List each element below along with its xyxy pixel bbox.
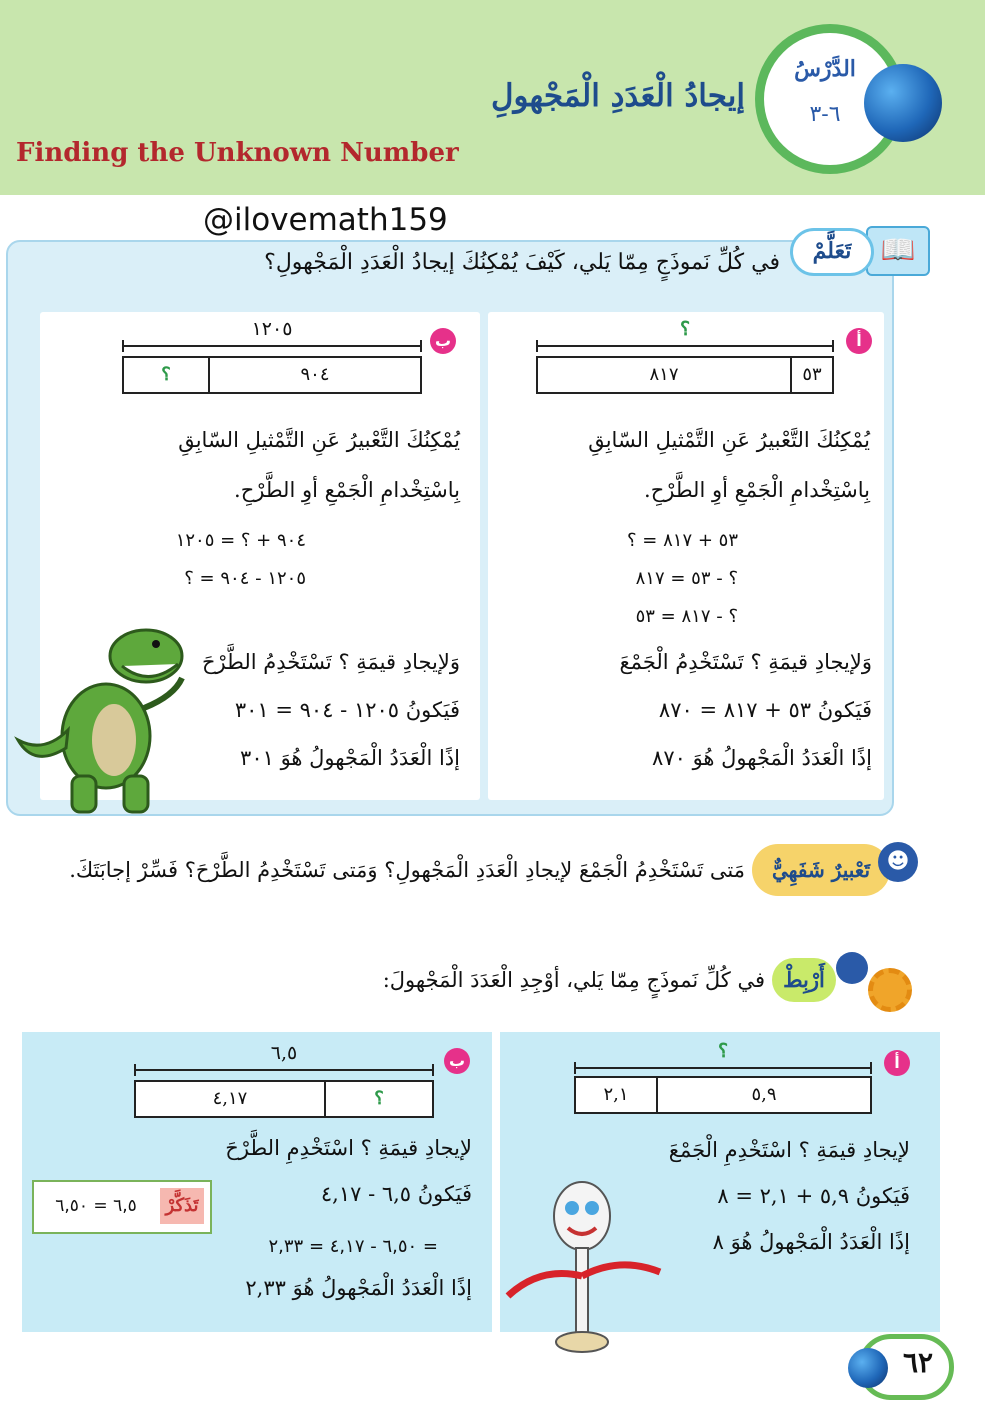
practice-b-answer: إذًا الْعَدَدُ الْمَجْهولُ هُوَ ٢,٣٣ — [245, 1276, 472, 1300]
example-a-text-1: يُمْكِنُكَ التَّعْبيرُ عَنِ التَّمْثيلِ السّابِقِ — [588, 428, 870, 452]
bar-segment: ؟ — [374, 1088, 384, 1109]
practice-a-badge: أ — [884, 1050, 910, 1076]
example-a-eq-2: ؟ - ٥٣ = ٨١٧ — [635, 568, 738, 589]
lesson-title-arabic: إيجادُ الْعَدَدِ الْمَجْهولِ — [491, 78, 745, 114]
lesson-title-english: Finding the Unknown Number — [16, 138, 459, 168]
connect-badge: أَرْبِطْ — [772, 958, 836, 1002]
practice-b-badge: ب — [444, 1048, 470, 1074]
watermark-handle: @ilovemath159 — [203, 202, 448, 238]
example-a-total: ؟ — [679, 318, 691, 340]
practice-b-total: ٦,٥ — [270, 1042, 298, 1064]
connect-question: في كُلِّ نَموذَجٍ مِمّا يَلي، أوْجِدِ الْعَدَدَ الْمَجْهولَ: — [382, 968, 765, 992]
practice-a-bar — [574, 1076, 872, 1114]
example-b-answer: إذًا الْعَدَدُ الْمَجْهولُ هُوَ ٣٠١ — [240, 746, 460, 770]
example-b-text-1: يُمْكِنُكَ التَّعْبيرُ عَنِ التَّمْثيلِ السّابِقِ — [178, 428, 460, 452]
example-b-bar — [122, 356, 422, 394]
example-b-badge: ب — [430, 328, 456, 354]
example-b-result: فَيَكونُ ١٢٠٥ - ٩٠٤ = ٣٠١ — [234, 698, 460, 722]
bar-segment: ٥,٩ — [751, 1084, 777, 1105]
example-b-eq-2: ١٢٠٥ - ٩٠٤ = ؟ — [184, 568, 306, 589]
practice-a-find: لإيجادِ قيمَةِ ؟ اسْتَخْدِمِ الْجَمْعَ — [668, 1138, 910, 1162]
oral-expression-question: مَتى تَسْتَخْدِمُ الْجَمْعَ لإيجادِ الْعَدَدِ الْمَجْهولِ؟ وَمَتى تَسْتَخْدِمُ الطَّرْحَ؟ فَسِّرْ إجابَتَكَ. — [69, 858, 745, 882]
bar-segment: ٢,١ — [603, 1084, 629, 1105]
speech-person-icon: ☻ — [878, 842, 918, 882]
example-b-text-2: بِاسْتِخْدامِ الْجَمْعِ أوِ الطَّرْحِ. — [234, 478, 460, 502]
learn-question: في كُلِّ نَموذَجٍ مِمّا يَلي، كَيْفَ يُمْكِنُكَ إيجادُ الْعَدَدِ الْمَجْهولِ؟ — [264, 250, 780, 275]
example-b-eq-1: ٩٠٤ + ؟ = ١٢٠٥ — [175, 530, 306, 551]
globe-icon — [848, 1348, 888, 1388]
remember-equation: ٦,٥ = ٦,٥٠ — [55, 1196, 137, 1216]
fork-character-illustration — [500, 1176, 666, 1358]
lesson-number: ٦-٣ — [809, 102, 841, 127]
bar-segment: ؟ — [161, 364, 171, 385]
bar-total-line — [134, 1069, 434, 1071]
practice-b-result: فَيَكونُ ٦,٥ - ٤,١٧ — [320, 1182, 472, 1206]
bar-segment: ٩٠٤ — [300, 364, 330, 385]
example-a-eq-3: ؟ - ٨١٧ = ٥٣ — [635, 606, 738, 627]
learn-badge: تَعَلَّمْ — [790, 228, 874, 276]
bar-segment: ٨١٧ — [649, 364, 679, 385]
example-a-bar — [536, 356, 834, 394]
book-icon: 📖 — [866, 226, 930, 276]
globe-icon — [864, 64, 942, 142]
gear-icon — [868, 968, 912, 1012]
example-a-result: فَيَكونُ ٥٣ + ٨١٧ = ٨٧٠ — [658, 698, 872, 722]
page-number: ٦٢ — [902, 1346, 934, 1379]
bar-total-line — [122, 345, 422, 347]
example-a-text-2: بِاسْتِخْدامِ الْجَمْعِ أوِ الطَّرْحِ. — [644, 478, 870, 502]
bar-total-line — [536, 345, 834, 347]
example-b-total: ١٢٠٥ — [251, 318, 293, 340]
practice-a-total: ؟ — [717, 1040, 729, 1062]
bar-segment: ٥٣ — [802, 364, 822, 385]
practice-a-result: فَيَكونُ ٥,٩ + ٢,١ = ٨ — [717, 1184, 910, 1208]
practice-b-find: لإيجادِ قيمَةِ ؟ اسْتَخْدِمِ الطَّرْحَ — [225, 1136, 472, 1160]
practice-b-bar — [134, 1080, 434, 1118]
practice-a-answer: إذًا الْعَدَدُ الْمَجْهولُ هُوَ ٨ — [712, 1230, 910, 1254]
oral-expression-badge: تَعْبيرٌ شَفَهِيٌّ — [752, 844, 890, 896]
example-a-answer: إذًا الْعَدَدُ الْمَجْهولُ هُوَ ٨٧٠ — [652, 746, 872, 770]
remember-label: تَذَكَّرْ — [160, 1188, 204, 1224]
practice-b-result-2: = ٦,٥٠ - ٤,١٧ = ٢,٣٣ — [268, 1236, 438, 1257]
example-a-find: وَلإيجادِ قيمَةِ ؟ تَسْتَخْدِمُ الْجَمْعَ — [619, 650, 872, 674]
bar-segment: ٤,١٧ — [212, 1088, 248, 1109]
bar-total-line — [574, 1067, 872, 1069]
dinosaur-illustration — [14, 618, 194, 818]
example-a-eq-1: ٥٣ + ٨١٧ = ؟ — [627, 530, 738, 551]
lesson-word: الدَّرْسُ — [794, 56, 856, 82]
gear-icon — [836, 952, 868, 984]
example-b-find: وَلإيجادِ قيمَةِ ؟ تَسْتَخْدِمُ الطَّرْحَ — [202, 650, 460, 674]
example-a-badge: أ — [846, 328, 872, 354]
